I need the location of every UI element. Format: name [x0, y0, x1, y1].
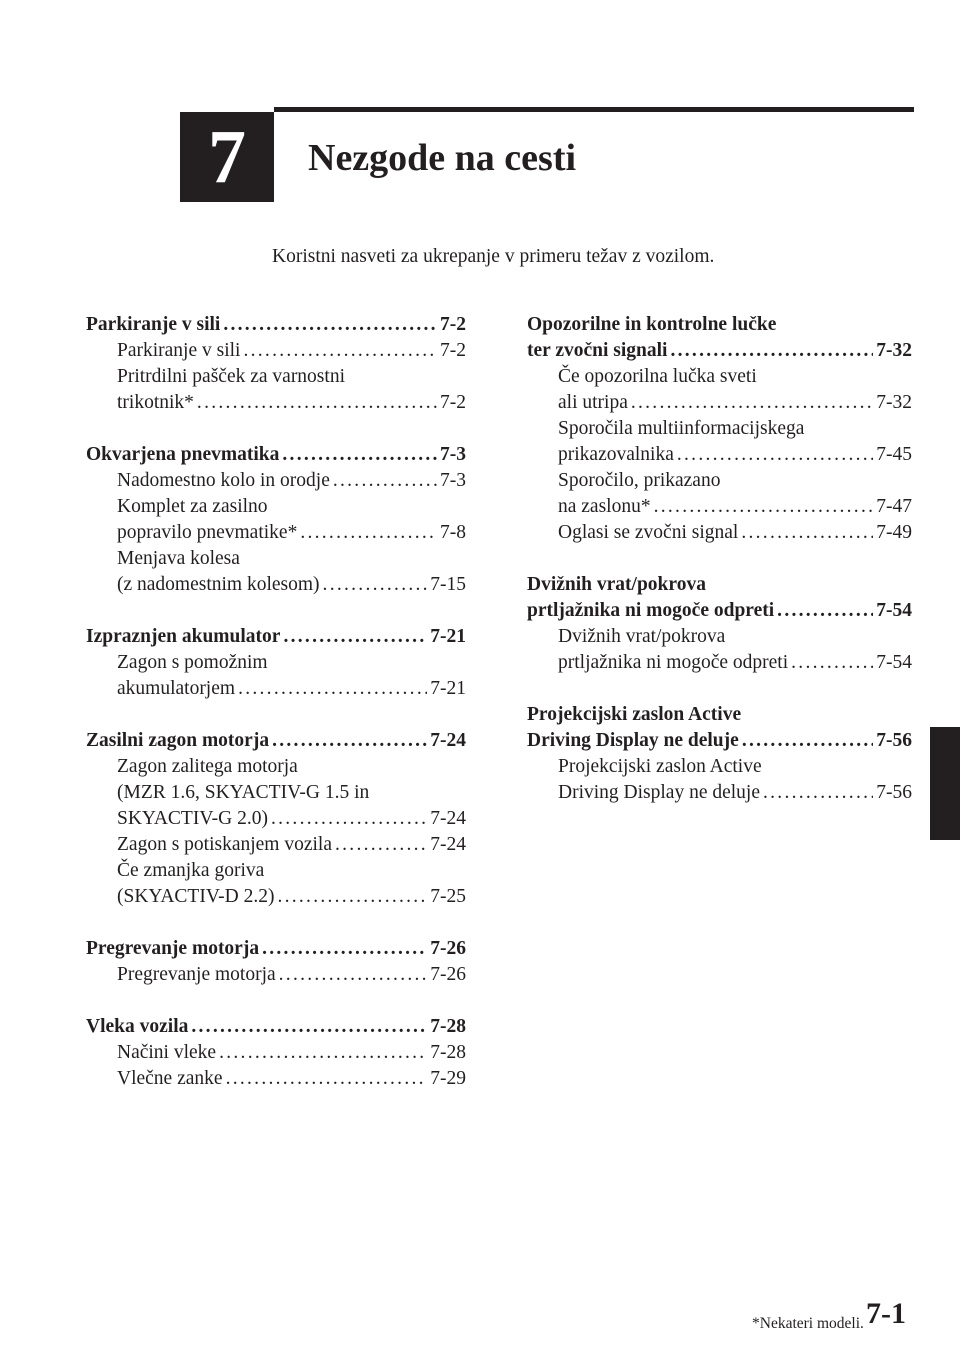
toc-subentry-line: Sporočila multiinformacijskega [558, 418, 805, 439]
toc-page-number: 7-32 [876, 392, 912, 413]
dot-leader [262, 936, 427, 962]
dot-leader [282, 442, 437, 468]
toc-subentry[interactable] [86, 832, 466, 858]
toc-entry-text: Parkiranje v sili [86, 314, 221, 335]
chapter-title: Nezgode na cesti [308, 137, 577, 179]
dot-leader [335, 832, 427, 858]
toc-subentry[interactable] [86, 468, 466, 494]
toc-page-number: 7-8 [440, 522, 466, 543]
toc-subentry-line: Če opozorilna lučka sveti [558, 366, 757, 387]
chapter-number: 7 [208, 115, 246, 199]
dot-leader [191, 1014, 427, 1040]
chapter-subtitle: Koristni nasveti za ukrepanje v primeru težav z vozilom. [272, 246, 715, 267]
dot-leader [238, 676, 427, 702]
dot-leader [277, 884, 427, 910]
footnote: *Nekateri modeli. [752, 1315, 864, 1332]
toc-subentry-line: Komplet za zasilno [117, 496, 268, 517]
toc-page-number: 7-54 [876, 652, 912, 673]
dot-leader [323, 572, 428, 598]
toc-section [86, 624, 466, 702]
toc-page-number: 7-24 [430, 834, 466, 855]
toc-page-number: 7-24 [430, 808, 466, 829]
toc-page-number: 7-45 [876, 444, 912, 465]
toc-section-entry[interactable] [527, 598, 912, 624]
toc-subentry[interactable] [527, 780, 912, 806]
toc-page-number: 7-3 [440, 470, 466, 491]
toc-page-number: 7-54 [876, 600, 912, 621]
toc-page-number: 7-56 [876, 782, 912, 803]
toc-entry-text: (z nadomestnim kolesom) [117, 574, 320, 595]
toc-page-number: 7-28 [430, 1016, 466, 1037]
toc-subentry[interactable] [86, 806, 466, 832]
toc-section-entry[interactable] [86, 1014, 466, 1040]
toc-entry-text: SKYACTIV-G 2.0) [117, 808, 268, 829]
toc-page-number: 7-26 [430, 964, 466, 985]
toc-subentry-line: (MZR 1.6, SKYACTIV-G 1.5 in [117, 782, 370, 803]
toc-entry-text: Pregrevanje motorja [117, 964, 276, 985]
toc-subentry-line: Projekcijski zaslon Active [558, 756, 762, 777]
toc-subentry[interactable] [86, 390, 466, 416]
page-number: 7-1 [866, 1297, 906, 1330]
toc-entry-text: Driving Display ne deluje [558, 782, 760, 803]
toc-section-entry[interactable] [527, 338, 912, 364]
toc-right-column [527, 312, 912, 832]
toc-entry-text: Pregrevanje motorja [86, 938, 260, 959]
toc-section-title-line: Opozorilne in kontrolne lučke [527, 314, 777, 335]
toc-subentry-line: Dvižnih vrat/pokrova [558, 626, 726, 647]
toc-entry-text: popravilo pnevmatike* [117, 522, 298, 543]
toc-entry-text: prtljažnika ni mogoče odpreti [558, 652, 789, 673]
toc-page-number: 7-25 [430, 886, 466, 907]
toc-entry-text: prikazovalnika [558, 444, 674, 465]
toc-subentry[interactable] [527, 650, 912, 676]
toc-page-number: 7-2 [440, 314, 466, 335]
dot-leader [654, 494, 874, 520]
toc-entry-text: trikotnik* [117, 392, 194, 413]
toc-subentry[interactable] [86, 884, 466, 910]
toc-subentry[interactable] [527, 494, 912, 520]
toc-entry-text: Zagon s potiskanjem vozila [117, 834, 332, 855]
dot-leader [219, 1040, 427, 1066]
toc-entry-text: ali utripa [558, 392, 628, 413]
toc-subentry[interactable] [86, 962, 466, 988]
toc-section-title-line: Dvižnih vrat/pokrova [527, 574, 706, 595]
toc-subentry[interactable] [86, 1066, 466, 1092]
toc-section [86, 312, 466, 416]
toc-entry-text: Zasilni zagon motorja [86, 730, 270, 751]
toc-section [86, 728, 466, 910]
toc-left-column [86, 312, 466, 1118]
toc-entry-text: prtljažnika ni mogoče odpreti [527, 600, 775, 621]
dot-leader [631, 390, 873, 416]
toc-section-entry[interactable] [527, 728, 912, 754]
toc-entry-text: Vlečne zanke [117, 1068, 223, 1089]
toc-entry-text: na zaslonu* [558, 496, 651, 517]
toc-subentry[interactable] [86, 338, 466, 364]
dot-leader [197, 390, 437, 416]
toc-page-number: 7-21 [430, 678, 466, 699]
toc-subentry[interactable] [86, 1040, 466, 1066]
toc-subentry-line: Pritrdilni pašček za varnostni [117, 366, 345, 387]
chapter-number-box [180, 112, 274, 202]
dot-leader [670, 338, 873, 364]
toc-page-number: 7-2 [440, 392, 466, 413]
toc-section-title-line: Projekcijski zaslon Active [527, 704, 742, 725]
toc-section-entry[interactable] [86, 442, 466, 468]
toc-entry-text: akumulatorjem [117, 678, 236, 699]
dot-leader [271, 806, 427, 832]
toc-entry-text: Izpraznjen akumulator [86, 626, 281, 647]
toc-page-number: 7-24 [430, 730, 466, 751]
toc-section-entry[interactable] [86, 312, 466, 338]
toc-subentry[interactable] [86, 520, 466, 546]
toc-section [527, 572, 912, 676]
toc-page-number: 7-32 [876, 340, 912, 361]
dot-leader [741, 520, 873, 546]
dot-leader [300, 520, 437, 546]
toc-subentry[interactable] [527, 520, 912, 546]
toc-section [86, 936, 466, 988]
dot-leader [763, 780, 873, 806]
toc-entry-text: (SKYACTIV-D 2.2) [117, 886, 275, 907]
toc-page-number: 7-2 [440, 340, 466, 361]
toc-subentry[interactable] [86, 572, 466, 598]
toc-section [527, 312, 912, 546]
toc-subentry-line: Zagon s pomožnim [117, 652, 268, 673]
toc-section-entry[interactable] [86, 728, 466, 754]
toc-section-entry[interactable] [86, 624, 466, 650]
dot-leader [223, 312, 437, 338]
dot-leader [333, 468, 437, 494]
toc-entry-text: Parkiranje v sili [117, 340, 241, 361]
toc-entry-text: Načini vleke [117, 1042, 217, 1063]
toc-entry-text: Vleka vozila [86, 1016, 189, 1037]
toc-entry-text: ter zvočni signali [527, 340, 668, 361]
dot-leader [243, 338, 437, 364]
toc-page-number: 7-3 [440, 444, 466, 465]
toc-page-number: 7-56 [876, 730, 912, 751]
toc-section [527, 702, 912, 806]
toc-subentry-line: Sporočilo, prikazano [558, 470, 721, 491]
toc-entry-text: Oglasi se zvočni signal [558, 522, 739, 543]
toc-page-number: 7-47 [876, 496, 912, 517]
toc-section [86, 1014, 466, 1092]
dot-leader [226, 1066, 428, 1092]
dot-leader [283, 624, 427, 650]
toc-subentry-line: Menjava kolesa [117, 548, 240, 569]
dot-leader [272, 728, 427, 754]
toc-subentry-line: Če zmanjka goriva [117, 860, 265, 881]
toc-entry-text: Driving Display ne deluje [527, 730, 739, 751]
toc-entry-text: Nadomestno kolo in orodje [117, 470, 330, 491]
toc-page-number: 7-28 [430, 1042, 466, 1063]
toc-subentry[interactable] [86, 676, 466, 702]
toc-section-entry[interactable] [86, 936, 466, 962]
dot-leader [279, 962, 428, 988]
toc-page-number: 7-29 [430, 1068, 466, 1089]
dot-leader [742, 728, 873, 754]
dot-leader [677, 442, 873, 468]
chapter-header-rule [274, 107, 914, 112]
dot-leader [791, 650, 873, 676]
toc-page-number: 7-26 [430, 938, 466, 959]
toc-subentry-line: Zagon zalitega motorja [117, 756, 298, 777]
toc-page-number: 7-49 [876, 522, 912, 543]
dot-leader [777, 598, 873, 624]
toc-section [86, 442, 466, 598]
toc-page-number: 7-15 [430, 574, 466, 595]
toc-page-number: 7-21 [430, 626, 466, 647]
toc-entry-text: Okvarjena pnevmatika [86, 444, 280, 465]
toc-subentry[interactable] [527, 442, 912, 468]
chapter-thumb-tab [930, 727, 960, 840]
toc-subentry[interactable] [527, 390, 912, 416]
